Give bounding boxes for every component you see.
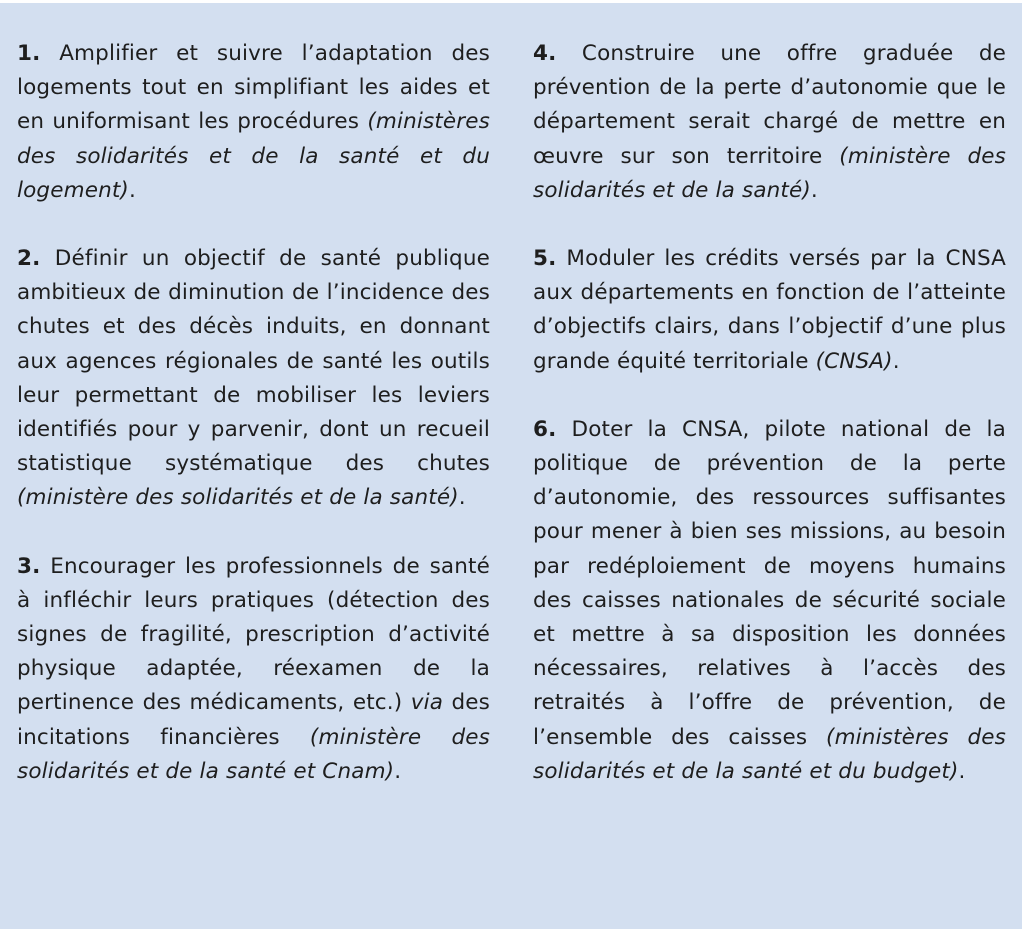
recommendation-number: 6.: [533, 416, 557, 442]
recommendation-text: des incitations financières: [17, 690, 490, 750]
recommendation-number: 2.: [17, 246, 41, 272]
recommendation-text: Encourager les professionnels de santé à infléchir leurs pratiques (détection des signes de fragilité, prescription d’activité physique adaptée, réexamen de la pertinence des médicaments, etc.): [17, 553, 490, 716]
recommendation-2: [17, 242, 490, 516]
recommendation-text: .: [810, 177, 818, 203]
left-column: [17, 37, 490, 789]
recommendation-number: 4.: [533, 41, 557, 66]
recommendation-3: [17, 550, 490, 789]
recommendation-text: Moduler les crédits versés par la CNSA aux départements en fonction de l’atteinte d’objectifs clairs, dans l’objectif d’une plus grande équité territoriale: [533, 246, 1007, 374]
recommendation-text: .: [958, 758, 966, 784]
recommendations-panel: [0, 3, 1022, 929]
recommendation-text: .: [394, 758, 402, 784]
right-column: [533, 37, 1006, 789]
responsible-body: (ministère des solidarités et de la santé et Cnam): [17, 724, 490, 784]
responsible-body: (ministères des solidarités et de la santé et du budget): [533, 724, 1006, 784]
recommendation-number: 5.: [533, 246, 557, 272]
recommendation-text: .: [892, 348, 900, 374]
responsible-body: (ministère des solidarités et de la santé): [533, 143, 1007, 203]
italic-term: via: [410, 690, 444, 716]
responsible-body: (ministères des solidarités et de la santé et du logement): [17, 109, 490, 203]
recommendation-text: Amplifier et suivre l’adaptation des logements tout en simplifiant les aides et en uniformisant les procédures: [17, 41, 491, 135]
recommendation-6: [533, 413, 1006, 789]
recommendation-1: [17, 37, 490, 208]
recommendation-text: .: [458, 485, 466, 511]
recommendation-5: [533, 242, 1006, 379]
responsible-body: (CNSA): [815, 348, 893, 374]
recommendation-text: Doter la CNSA, pilote national de la politique de prévention de la perte d’autonomie, des ressources suffisantes pour mener à bien ses missions, au besoin par redéploiement de moyens humains des caisses nationales de sécurité sociale et mettre à sa disposition les données nécessaires, relatives à l’accès des retraités à l’offre de prévention, de l’ensemble des caisses: [533, 416, 1007, 750]
recommendation-text: Définir un objectif de santé publique ambitieux de diminution de l’incidence des chutes et des décès induits, en donnant aux agences régionales de santé les outils leur permettant de mobiliser les leviers identifiés pour y parvenir, dont un recueil statistique systématique des chutes: [17, 246, 490, 477]
responsible-body: (ministère des solidarités et de la santé): [17, 485, 459, 511]
recommendation-text: Construire une offre graduée de prévention de la perte d’autonomie que le département serait chargé de mettre en œuvre sur son territoire: [533, 41, 1006, 169]
recommendation-4: [533, 37, 1006, 208]
recommendation-number: 3.: [17, 553, 41, 579]
recommendation-number: 1.: [17, 41, 41, 66]
recommendation-text: .: [128, 177, 136, 203]
